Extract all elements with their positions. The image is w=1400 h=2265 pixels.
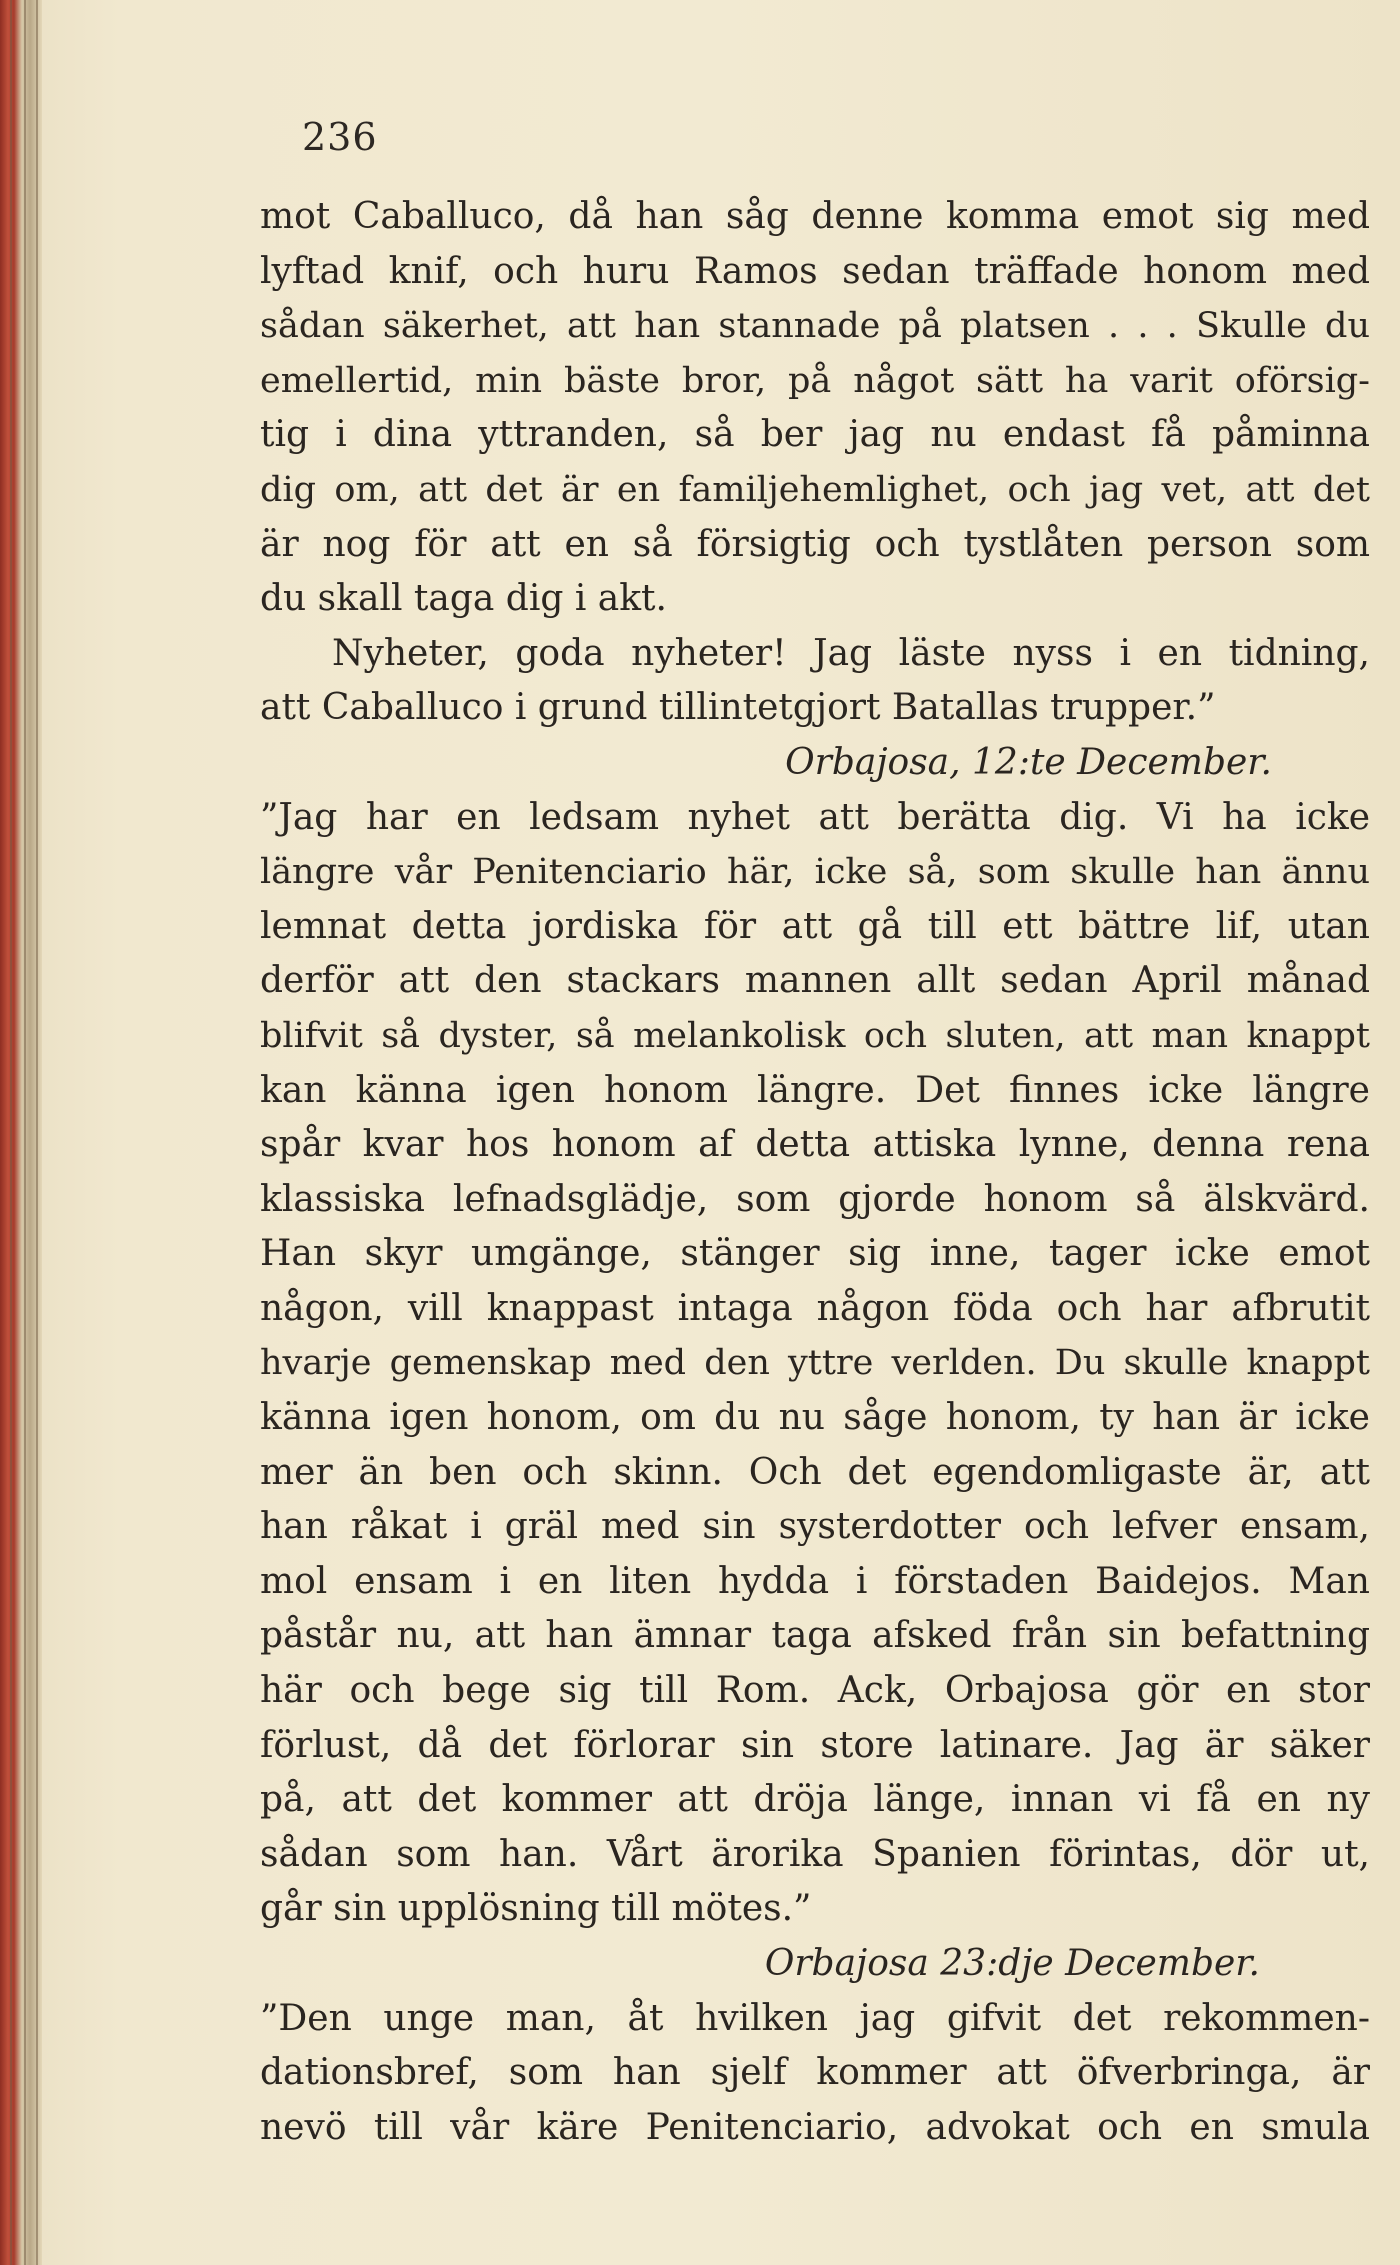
text-line: förlust, då det förlorar sin store latinare. Jag är säker bbox=[260, 1724, 1370, 1766]
text-line: klassiska lefnadsglädje, som gjorde honom så älskvärd. bbox=[260, 1178, 1370, 1220]
text-line: tig i dina yttranden, så ber jag nu endast få påminna bbox=[260, 414, 1370, 456]
binding-line bbox=[24, 0, 26, 2265]
text-line: här och bege sig till Rom. Ack, Orbajosa gör en stor bbox=[260, 1670, 1370, 1712]
text-line: dationsbref, som han sjelf kommer att öfverbringa, är bbox=[260, 2052, 1370, 2094]
text-line: på, att det kommer att dröja länge, innan vi få en ny bbox=[260, 1779, 1370, 1821]
text-line: mer än ben och skinn. Och det egendomligaste är, att bbox=[260, 1451, 1370, 1493]
text-line: spår kvar hos honom af detta attiska lynne, denna rena bbox=[260, 1124, 1370, 1166]
text-line: lemnat detta jordiska för att gå till ett bättre lif, utan bbox=[260, 905, 1370, 947]
text-line: påstår nu, att han ämnar taga afsked från sin befattning bbox=[260, 1615, 1370, 1657]
binding-line bbox=[36, 0, 38, 2265]
text-line: lyftad knif, och huru Ramos sedan träffade honom med bbox=[260, 250, 1370, 292]
text-line: du skall taga dig i akt. bbox=[260, 578, 667, 620]
text-line: längre vår Penitenciario här, icke så, som skulle han ännu bbox=[260, 852, 1370, 893]
body-text bbox=[260, 190, 1370, 2155]
text-line: ”Den unge man, åt hvilken jag gifvit det rekommen- bbox=[260, 1997, 1370, 2039]
dateline: Orbajosa 23:dje December. bbox=[764, 1943, 1260, 1984]
text-line: går sin upplösning till mötes.” bbox=[260, 1888, 812, 1930]
text-line: mol ensam i en liten hydda i förstaden Baidejos. Man bbox=[260, 1560, 1370, 1602]
text-line: är nog för att en så försigtig och tystlåten person som bbox=[260, 523, 1370, 565]
text-line: blifvit så dyster, så melankolisk och sluten, att man knappt bbox=[260, 1015, 1370, 1056]
text-line: kan känna igen honom längre. Det finnes icke längre bbox=[260, 1069, 1370, 1111]
text-line: dig om, att det är en familjehemlighet, och jag vet, att det bbox=[260, 469, 1370, 510]
text-line: han råkat i gräl med sin systerdotter och lefver ensam, bbox=[260, 1506, 1370, 1548]
binding-line bbox=[10, 0, 12, 2265]
dateline: Orbajosa, 12:te December. bbox=[785, 741, 1272, 783]
text-line: sådan säkerhet, att han stannade på platsen . . . Skulle du bbox=[260, 306, 1370, 347]
text-line: nevö till vår käre Penitenciario, advokat och en smula bbox=[260, 2106, 1370, 2148]
text-line: Han skyr umgänge, stänger sig inne, tager icke emot bbox=[260, 1233, 1370, 1275]
page-number: 236 bbox=[302, 115, 378, 159]
text-line: ”Jag har en ledsam nyhet att berätta dig. Vi ha icke bbox=[260, 796, 1370, 838]
text-line: känna igen honom, om du nu såge honom, ty han är icke bbox=[260, 1397, 1370, 1439]
text-line: derför att den stackars mannen allt sedan April månad bbox=[260, 960, 1370, 1002]
text-line: hvarje gemenskap med den yttre verlden. Du skulle knappt bbox=[260, 1343, 1370, 1384]
text-line: sådan som han. Vårt ärorika Spanien förintas, dör ut, bbox=[260, 1833, 1370, 1875]
text-line: att Caballuco i grund tillintetgjort Batallas trupper.” bbox=[260, 687, 1216, 729]
text-line: emellertid, min bäste bror, på något sätt ha varit oförsig- bbox=[260, 360, 1370, 401]
text-line: någon, vill knappast intaga någon föda och har afbrutit bbox=[260, 1287, 1370, 1329]
text-line: mot Caballuco, då han såg denne komma emot sig med bbox=[260, 196, 1370, 237]
text-line: Nyheter, goda nyheter! Jag läste nyss i en tidning, bbox=[332, 632, 1370, 674]
